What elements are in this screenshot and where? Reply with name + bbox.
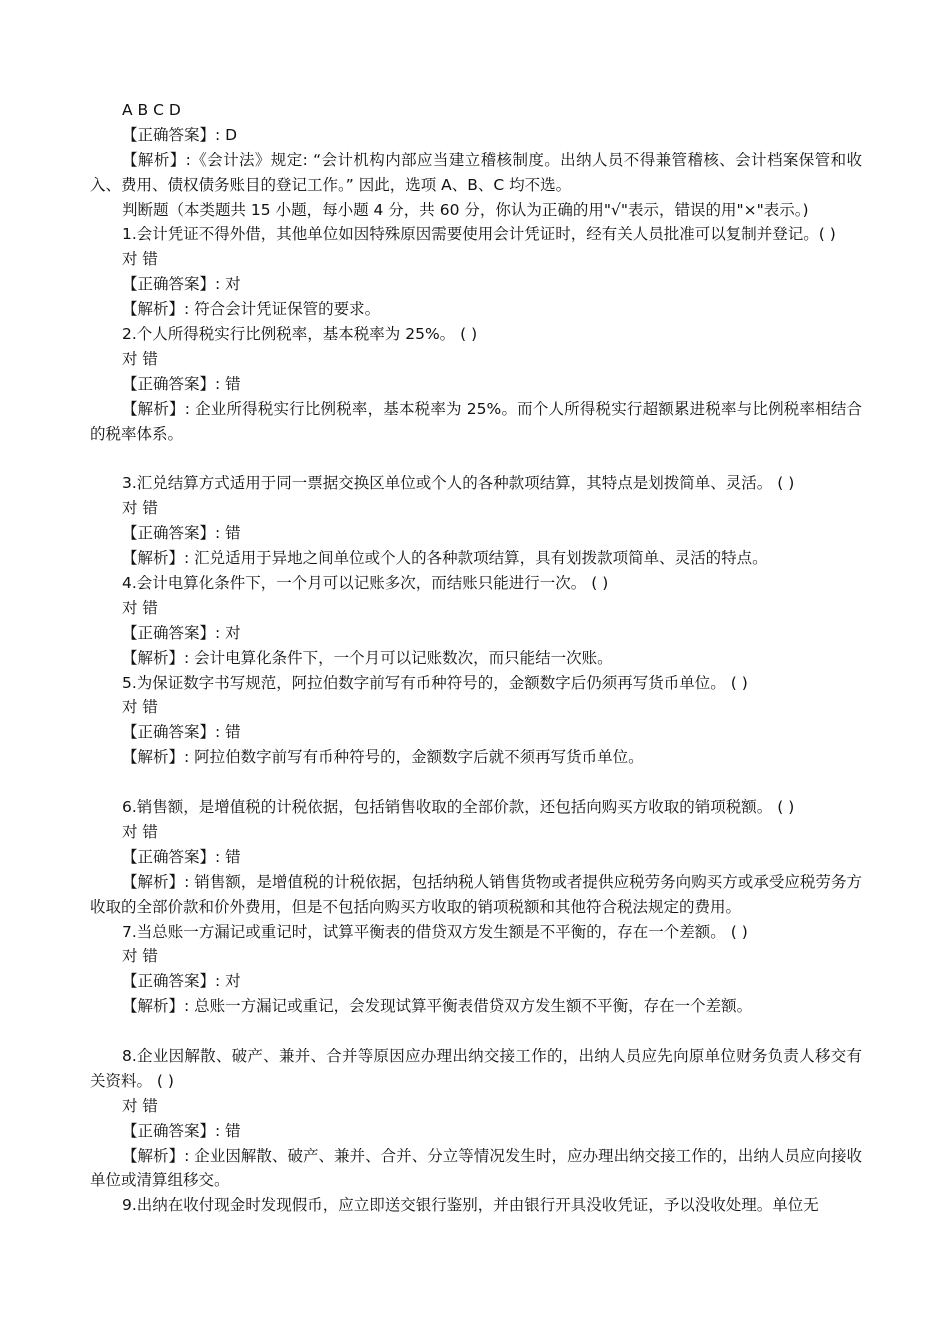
text-paragraph: 【解析】: 企业所得税实行比例税率，基本税率为 25%。而个人所得税实行超额累进税率与比例税率相结合的税率体系。 — [90, 399, 862, 443]
text-paragraph: 【解析】:《会计法》规定: “会计机构内部应当建立稽核制度。出纳人员不得兼管稽核、会计档案保管和收入、费用、债权债务账目的登记工作。” 因此，选项 A、B、C 均不选。 — [90, 150, 862, 194]
text-paragraph: 3.汇兑结算方式适用于同一票据交换区单位或个人的各种款项结算，其特点是划拨简单、灵活。 ( ) — [122, 474, 795, 493]
blank-line — [90, 447, 862, 472]
text-paragraph: 对 错 — [122, 698, 158, 717]
text-paragraph: 对 错 — [122, 947, 158, 966]
text-paragraph: 5.为保证数字书写规范，阿拉伯数字前写有币种符号的，金额数字后仍须再写货币单位。 ( ) — [122, 673, 748, 692]
text-paragraph: 1.会计凭证不得外借，其他单位如因特殊原因需要使用会计凭证时，经有关人员批准可以复制并登记。( ) — [122, 225, 836, 244]
text-paragraph: 【解析】: 汇兑适用于异地之间单位或个人的各种款项结算，具有划拨款项简单、灵活的特点。 — [122, 549, 768, 568]
text-paragraph: 【解析】: 阿拉伯数字前写有币种符号的，金额数字后就不须再写货币单位。 — [122, 748, 644, 767]
text-paragraph: 判断题（本类题共 15 小题，每小题 4 分，共 60 分，你认为正确的用"√"表示，错误的用"×"表示。) — [122, 200, 809, 219]
text-paragraph: 对 错 — [122, 822, 158, 841]
blank-line — [90, 770, 862, 795]
text-paragraph: A B C D — [122, 101, 181, 119]
text-paragraph: 对 错 — [122, 598, 158, 617]
text-paragraph: 【解析】: 企业因解散、破产、兼并、合并、分立等情况发生时，应办理出纳交接工作的，出纳人员应向接收单位或清算组移交。 — [90, 1146, 862, 1190]
text-paragraph: 对 错 — [122, 1096, 158, 1115]
text-paragraph: 6.销售额，是增值税的计税依据，包括销售收取的全部价款，还包括向购买方收取的销项税额。 ( ) — [122, 798, 795, 817]
text-paragraph: 【正确答案】: 对 — [122, 275, 241, 294]
text-paragraph: 【解析】: 符合会计凭证保管的要求。 — [122, 300, 381, 319]
text-paragraph: 【正确答案】: 对 — [122, 972, 241, 991]
text-paragraph: 【解析】: 销售额，是增值税的计税依据，包括纳税人销售货物或者提供应税劳务向购买方或承受应税劳务方收取的全部价款和价外费用，但是不包括向购买方收取的销项税额和其他符合税法规定的费用。 — [90, 872, 862, 916]
document-page — [90, 98, 862, 1218]
text-paragraph: 【正确答案】: 错 — [122, 847, 241, 866]
text-paragraph: 【正确答案】: 错 — [122, 374, 241, 393]
text-paragraph: 对 错 — [122, 250, 158, 269]
text-paragraph: 对 错 — [122, 349, 158, 368]
text-paragraph: 【正确答案】: 对 — [122, 623, 241, 642]
text-paragraph: 【正确答案】: 错 — [122, 723, 241, 742]
text-paragraph: 【正确答案】: D — [122, 125, 238, 144]
text-paragraph: 9.出纳在收付现金时发现假币，应立即送交银行鉴别，并由银行开具没收凭证，予以没收处理。单位无 — [122, 1196, 819, 1215]
text-paragraph: 4.会计电算化条件下，一个月可以记账多次，而结账只能进行一次。 ( ) — [122, 574, 609, 592]
blank-line — [90, 1019, 862, 1044]
text-paragraph: 【正确答案】: 错 — [122, 524, 241, 543]
text-paragraph: 【解析】: 总账一方漏记或重记，会发现试算平衡表借贷双方发生额不平衡，存在一个差额。 — [122, 997, 753, 1016]
text-paragraph: 对 错 — [122, 499, 158, 518]
text-paragraph: 【正确答案】: 错 — [122, 1121, 241, 1140]
text-paragraph: 8.企业因解散、破产、兼并、合并等原因应办理出纳交接工作的，出纳人员应先向原单位财务负责人移交有关资料。 ( ) — [90, 1046, 862, 1090]
text-paragraph: 2.个人所得税实行比例税率，基本税率为 25%。 ( ) — [122, 325, 478, 344]
text-paragraph: 7.当总账一方漏记或重记时，试算平衡表的借贷双方发生额是不平衡的，存在一个差额。 ( ) — [122, 922, 748, 941]
text-paragraph: 【解析】: 会计电算化条件下，一个月可以记账数次，而只能结一次账。 — [122, 648, 613, 667]
